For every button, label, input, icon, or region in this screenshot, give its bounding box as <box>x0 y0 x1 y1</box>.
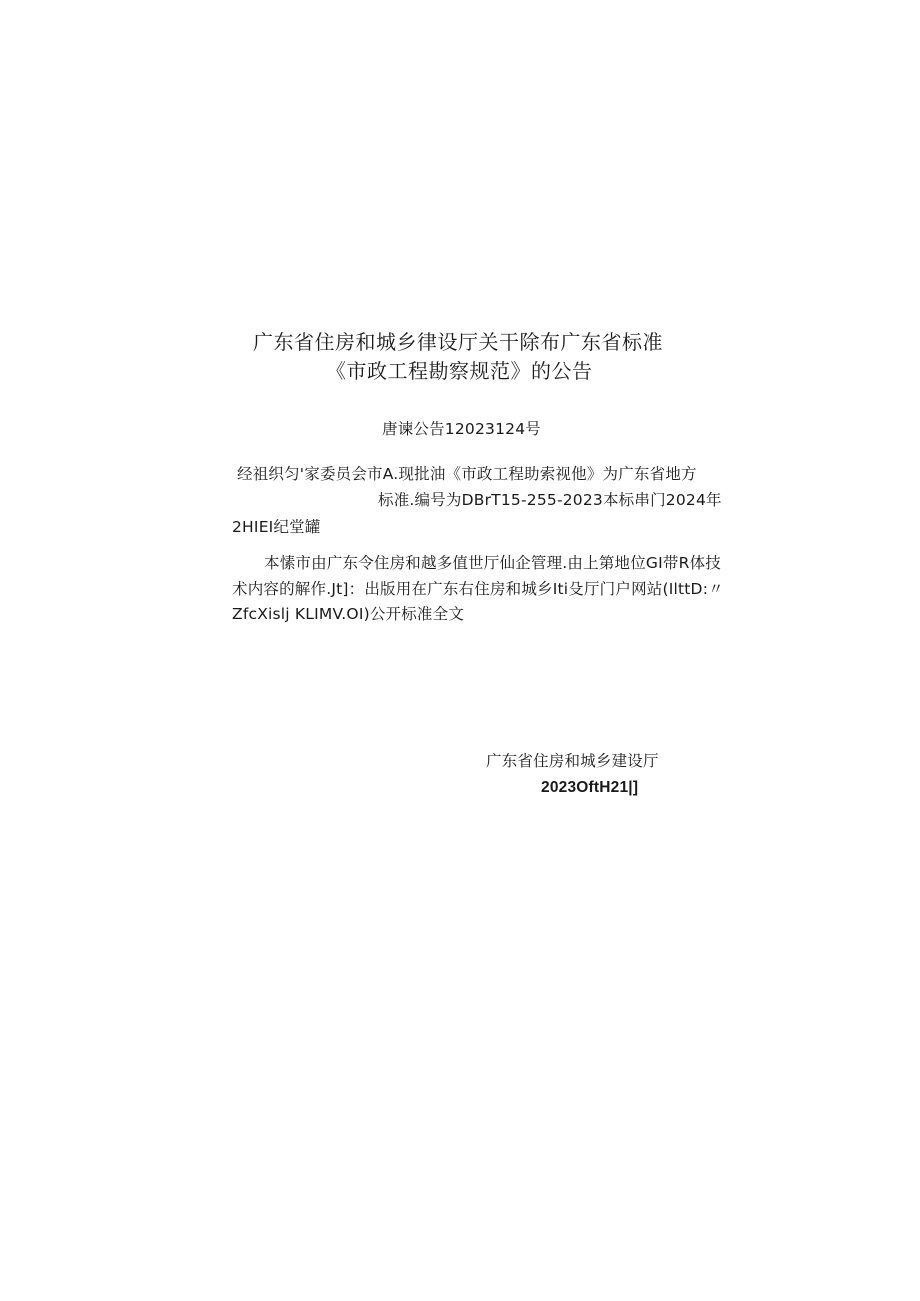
paragraph-2-line-3: ZfcXislj KLIMV.OI)公开标准全文 <box>232 605 465 623</box>
document-number: 唐谏公告12023124号 <box>382 420 541 438</box>
paragraph-2-line-2: 术内容的解作.Jt]：出版用在广东右住房和城乡Iti殳厅门户网站(IlttD:〃 <box>232 580 724 598</box>
paragraph-1-line-2: 标准.编号为DBrT15-255-2023本标串门2024年 <box>378 491 722 509</box>
notice-title-line-2: 《市政工程勘察规范》的公告 <box>326 359 593 383</box>
notice-title-line-1: 广东省住房和城乡律设厅关干除布广东省标准 <box>253 330 663 354</box>
paragraph-1-line-1: 经祖织匀'家委员会市A.现批油《市政工程助索视他》为广东省地方 <box>237 465 697 483</box>
signature-date: 2023OftH21|] <box>541 779 639 796</box>
paragraph-1-line-3: 2HIEI纪堂罐 <box>232 518 321 536</box>
signature-organization: 广东省住房和城乡建设厅 <box>486 752 659 770</box>
paragraph-2-line-1: 本愫市由广东令住房和越多值世厅仙企管理.由上第地位GI带R体技 <box>264 554 721 572</box>
